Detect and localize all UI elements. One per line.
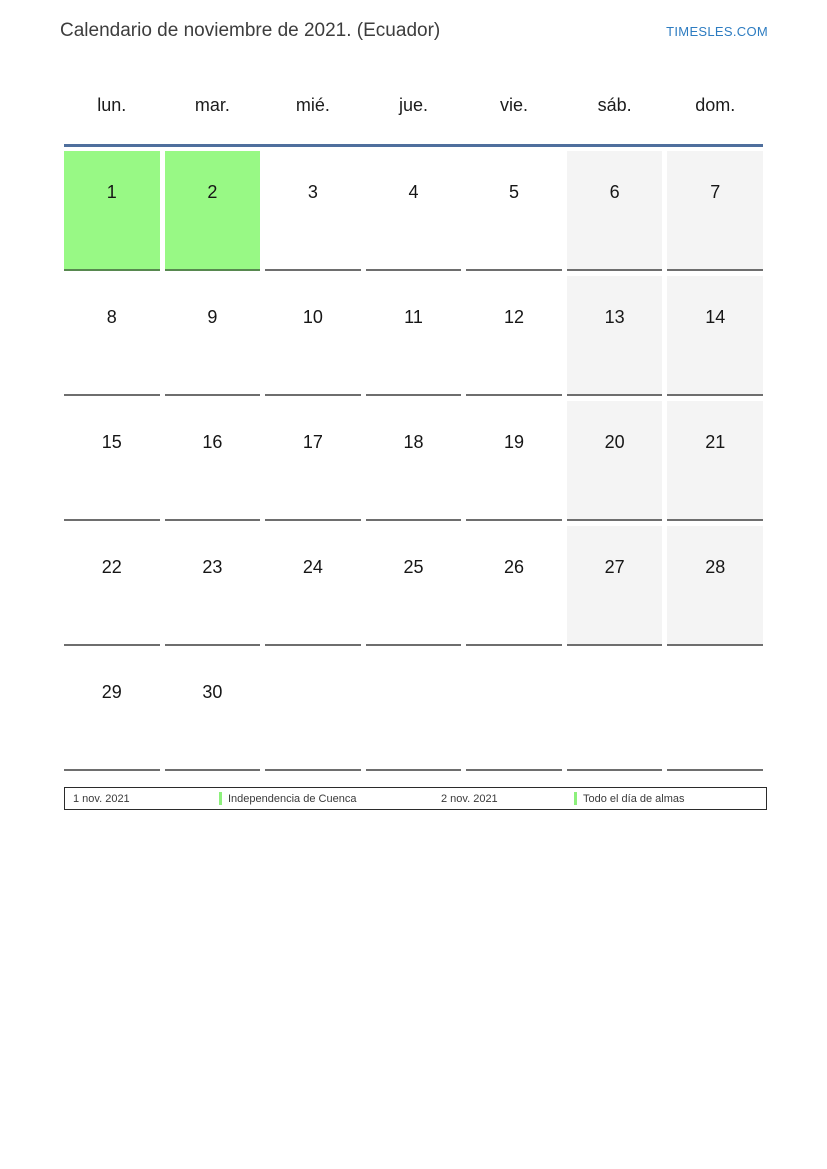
weekday-header-sat: sáb. [597, 95, 632, 115]
day-cell-26 [466, 526, 562, 646]
day-number: 1 [106, 182, 117, 202]
holiday-marker-icon [219, 792, 222, 805]
day-cell-9 [165, 276, 261, 396]
day-cell-30 [165, 651, 261, 771]
day-cell-10 [265, 276, 361, 396]
page-title: Calendario de noviembre de 2021. (Ecuador) [60, 20, 441, 41]
day-number: 10 [302, 307, 323, 327]
empty-cell [667, 651, 763, 771]
page-header [60, 20, 768, 42]
day-cell-8 [64, 276, 160, 396]
day-cell-23 [165, 526, 261, 646]
day-cell-25 [366, 526, 462, 646]
day-cell-12 [466, 276, 562, 396]
day-number: 4 [408, 182, 419, 202]
day-number: 30 [202, 682, 223, 702]
day-cell-18 [366, 401, 462, 521]
day-number: 23 [202, 557, 223, 577]
empty-cell [265, 651, 361, 771]
day-cell-15 [64, 401, 160, 521]
day-cell-27 [567, 526, 663, 646]
day-cell-4 [366, 151, 462, 271]
weekday-header-row [64, 88, 763, 144]
day-number: 25 [403, 557, 424, 577]
day-number: 6 [609, 182, 620, 202]
header-divider-line [64, 144, 763, 147]
day-number: 29 [101, 682, 122, 702]
day-cell-14 [667, 276, 763, 396]
day-cell-1 [64, 151, 160, 271]
day-cell-16 [165, 401, 261, 521]
day-number: 13 [604, 307, 625, 327]
day-number: 9 [207, 307, 218, 327]
weekday-header-mon: lun. [97, 95, 127, 115]
day-cell-11 [366, 276, 462, 396]
legend-date: 1 nov. 2021 [73, 792, 130, 805]
brand-link[interactable]: TIMESLES.COM [666, 24, 768, 39]
legend-bar [64, 787, 767, 810]
weekday-header-sun: dom. [695, 95, 736, 115]
day-number: 19 [504, 432, 525, 452]
day-number: 21 [705, 432, 726, 452]
day-cell-17 [265, 401, 361, 521]
empty-cell [366, 651, 462, 771]
day-cell-2 [165, 151, 261, 271]
day-cell-3 [265, 151, 361, 271]
day-number: 12 [504, 307, 525, 327]
legend-event [219, 792, 441, 805]
day-cell-28 [667, 526, 763, 646]
day-number: 17 [302, 432, 323, 452]
day-number: 14 [705, 307, 726, 327]
legend-event-name: Independencia de Cuenca [228, 792, 357, 805]
day-number: 3 [307, 182, 318, 202]
day-number: 15 [101, 432, 122, 452]
day-number: 11 [404, 307, 423, 327]
legend-event-name: Todo el día de almas [583, 792, 685, 805]
day-number: 8 [106, 307, 117, 327]
day-cell-13 [567, 276, 663, 396]
day-cell-19 [466, 401, 562, 521]
weekday-header-thu: jue. [398, 95, 428, 115]
weekday-header-fri: vie. [500, 95, 529, 115]
legend-event [574, 792, 758, 805]
day-cell-6 [567, 151, 663, 271]
day-number: 7 [710, 182, 721, 202]
day-number: 18 [403, 432, 424, 452]
day-number: 16 [202, 432, 223, 452]
day-number: 28 [705, 557, 726, 577]
day-number: 27 [604, 557, 625, 577]
day-cell-29 [64, 651, 160, 771]
day-cell-22 [64, 526, 160, 646]
month-grid [64, 151, 763, 771]
weekday-header-wed: mié. [295, 95, 330, 115]
day-number: 24 [302, 557, 323, 577]
day-number: 2 [207, 182, 218, 202]
day-cell-5 [466, 151, 562, 271]
weekday-header-tue: mar. [194, 95, 230, 115]
day-number: 5 [509, 182, 520, 202]
day-cell-24 [265, 526, 361, 646]
day-cell-20 [567, 401, 663, 521]
day-cell-7 [667, 151, 763, 271]
day-cell-21 [667, 401, 763, 521]
holiday-marker-icon [574, 792, 577, 805]
day-number: 26 [504, 557, 525, 577]
empty-cell [466, 651, 562, 771]
empty-cell [567, 651, 663, 771]
legend-date: 2 nov. 2021 [441, 792, 498, 805]
day-number: 22 [101, 557, 122, 577]
calendar [64, 88, 763, 771]
day-number: 20 [604, 432, 625, 452]
